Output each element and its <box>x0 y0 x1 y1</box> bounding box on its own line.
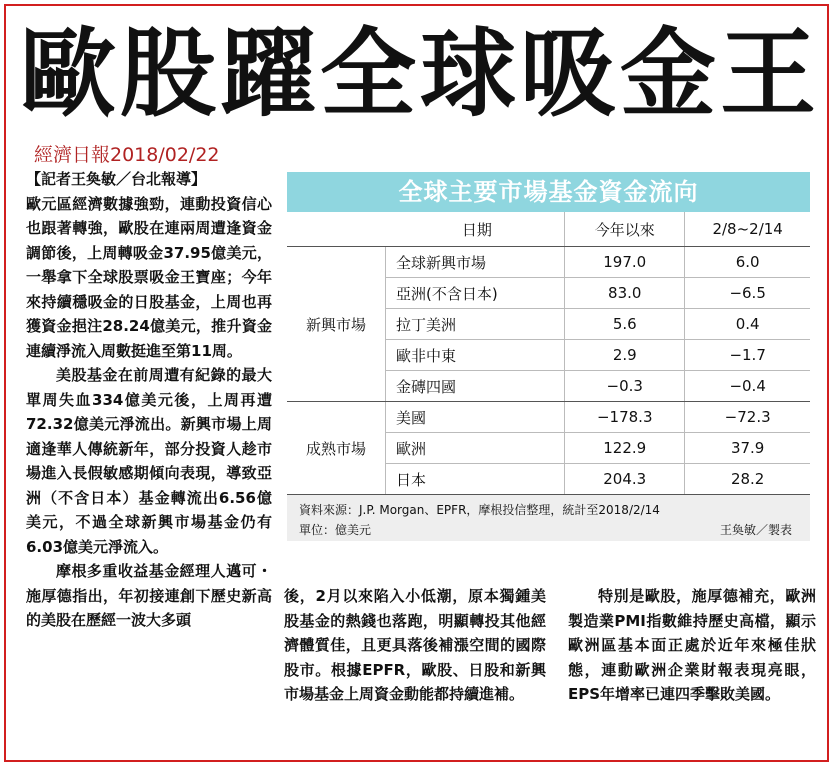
week-value: −0.4 <box>685 371 810 402</box>
group-label: 新興市場 <box>287 247 386 402</box>
group-label: 成熟市場 <box>287 402 386 495</box>
market-name: 日本 <box>386 464 565 495</box>
market-name: 美國 <box>386 402 565 433</box>
week-value: −1.7 <box>685 340 810 371</box>
ytd-value: −178.3 <box>565 402 685 433</box>
market-name: 全球新興市場 <box>386 247 565 278</box>
week-value: 37.9 <box>685 433 810 464</box>
headline: 歐股躍全球吸金王 <box>20 18 820 130</box>
fund-flow-table <box>287 172 810 541</box>
paragraph-2: 美股基金在前周遭有紀錄的最大單周失血334億美元後，上周再遭72.32億美元淨流出。新興市場上周適逢華人傳統新年，部分投資人趁市場進入長假敏感期傾向表現，導致亞洲（不含日本）基金轉流出6.56億美元，不過全球新興市場基金仍有6.03億美元淨流入。 <box>26 366 272 556</box>
table-unit: 單位：億美元 <box>299 523 372 537</box>
table-header-row <box>287 212 810 247</box>
table-credit: 王奐敏／製表 <box>719 523 792 537</box>
table-row <box>287 402 810 433</box>
ytd-value: 2.9 <box>565 340 685 371</box>
table-note <box>287 495 810 541</box>
header-ytd: 今年以來 <box>565 212 685 247</box>
ytd-value: 83.0 <box>565 278 685 309</box>
table-title: 全球主要市場基金資金流向 <box>287 172 810 212</box>
table-source: 資料來源：J.P. Morgan、EPFR，摩根投信整理，統計至2018/2/14 <box>299 503 660 517</box>
market-name: 拉丁美洲 <box>386 309 565 340</box>
week-value: 6.0 <box>685 247 810 278</box>
paragraph-3: 摩根多重收益基金經理人邁可・施厚德指出，年初接連創下歷史新高的美股在歷經一波大多頭 <box>26 562 272 629</box>
market-name: 歐洲 <box>386 433 565 464</box>
market-name: 亞洲(不含日本) <box>386 278 565 309</box>
week-value: −6.5 <box>685 278 810 309</box>
paragraph-4: 特別是歐股，施厚德補充，歐洲製造業PMI指數維持歷史高檔，顯示歐洲區基本面正處於近年來極佳狀態，連動歐洲企業財報表現亮眼，EPS年增率已連四季擊敗美國。 <box>568 587 816 703</box>
week-value: 0.4 <box>685 309 810 340</box>
ytd-value: 204.3 <box>565 464 685 495</box>
dateline: 經濟日報2018/02/22 <box>34 144 220 166</box>
byline: 【記者王奐敏／台北報導】 <box>26 170 207 188</box>
table-row <box>287 247 810 278</box>
market-name: 金磚四國 <box>386 371 565 402</box>
ytd-value: 197.0 <box>565 247 685 278</box>
article-column-3 <box>568 584 816 707</box>
fund-flow-grid <box>287 212 810 495</box>
ytd-value: 122.9 <box>565 433 685 464</box>
market-name: 歐非中東 <box>386 340 565 371</box>
week-value: 28.2 <box>685 464 810 495</box>
ytd-value: −0.3 <box>565 371 685 402</box>
header-blank <box>287 212 386 247</box>
paragraph-1: 歐元區經濟數據強勁，連動投資信心也跟著轉強，歐股在連兩周遭逢資金調節後，上周轉吸金37.95億美元，一舉拿下全球股票吸金王寶座；今年來持續穩吸金的日股基金，上周也再獲資金挹注28.24億美元，推升資金連續淨流入周數挺進至第11周。 <box>26 194 272 360</box>
article-column-1 <box>26 167 272 633</box>
header-week: 2/8~2/14 <box>685 212 810 247</box>
header-date: 日期 <box>386 212 565 247</box>
week-value: −72.3 <box>685 402 810 433</box>
paragraph-continued: 後，2月以來陷入小低潮，原本獨鍾美股基金的熱錢也落跑，明顯轉投其他經濟體質佳，且更具落後補漲空間的國際股市。根據EPFR，歐股、日股和新興市場基金上周資金動能都持續進補。 <box>284 587 546 703</box>
article-column-2 <box>284 584 546 707</box>
ytd-value: 5.6 <box>565 309 685 340</box>
